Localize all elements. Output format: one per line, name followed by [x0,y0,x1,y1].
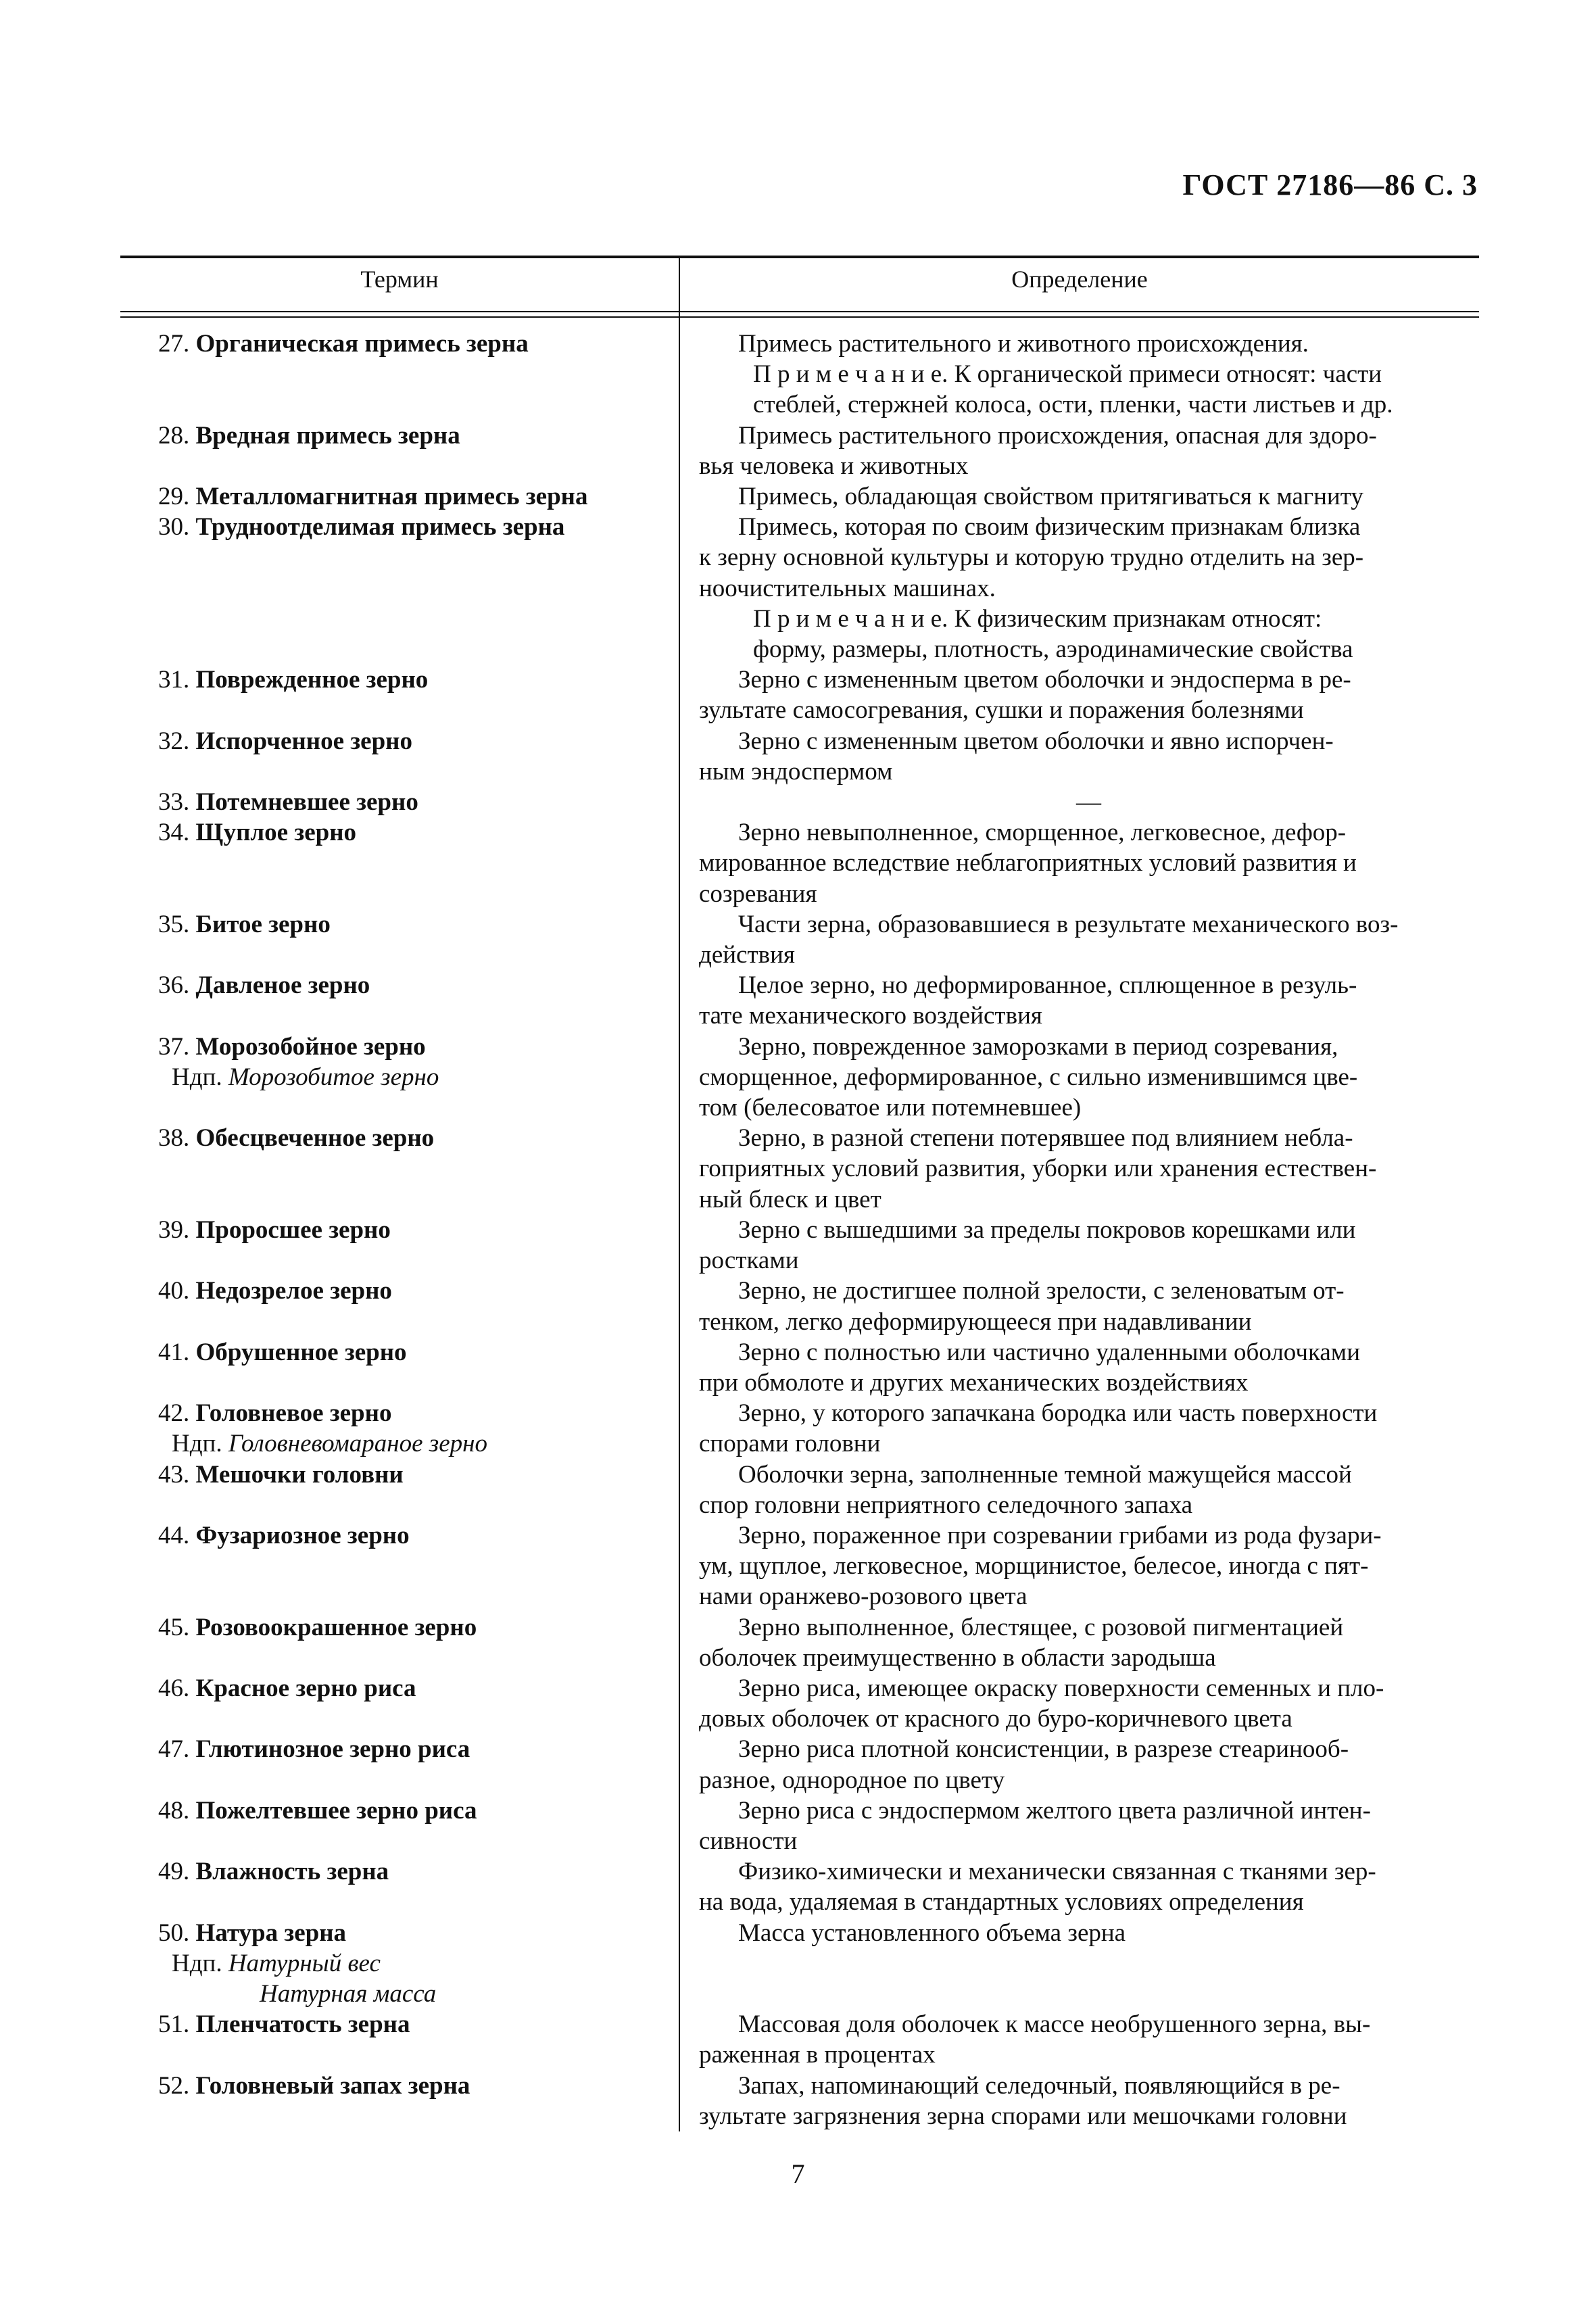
term-name: Потемневшее зерно [195,788,418,817]
term-cell [120,420,679,481]
term-name: Морозобойное зерно [195,1032,426,1061]
definition-cell [679,909,1478,970]
definition-line: созревания [699,879,817,908]
term-number: 43. [158,1460,190,1489]
definition-line: гоприятных условий развития, уборки или хранения естествен- [699,1155,1377,1183]
term-number: 41. [158,1338,190,1366]
term-name: Влажность зерна [195,1858,389,1886]
term-number: 31. [158,666,190,694]
definition-cell [679,1459,1478,1520]
term-number: 27. [158,330,190,358]
definition-cell [679,420,1478,481]
definition-line: раженная в процентах [699,2041,936,2069]
table-row [120,512,1479,665]
terms-table [120,256,1479,2131]
ndp-label: Ндп. [172,1063,222,1091]
term-cell [120,329,679,420]
table-row [120,481,1479,512]
term-name: Щуплое зерно [195,819,357,847]
term-name: Головневое зерно [195,1399,392,1428]
term-number: 28. [158,421,190,450]
definition-line: Примесь, обладающая свойством притягиваться к магниту [738,483,1363,511]
term-cell [120,1673,679,1734]
definition-cell [679,726,1478,787]
term-cell [120,970,679,1031]
term-number: 29. [158,483,190,511]
definition-line: Зерно выполненное, блестящее, с розовой пигментацией [738,1613,1344,1641]
term-cell [120,817,679,909]
document-header: ГОСТ 27186—86 С. 3 [1182,168,1478,201]
term-number: 35. [158,910,190,938]
header-double-rule [120,311,1479,318]
definition-line: сивности [699,1827,798,1855]
table-body [120,329,1479,2131]
definition-line: Зерно с вышедшими за пределы покровов корешками или [738,1215,1356,1244]
definition-line: Зерно, не достигшее полной зрелости, с зеленоватым от- [738,1277,1345,1305]
ndp-label: Ндп. [172,1949,222,1977]
definition-line: зультате загрязнения зерна спорами или мешочками головни [699,2102,1347,2130]
non-recommended-term: Морозобитое зерно [228,1063,439,1091]
definition-line: мированное вследствие неблагоприятных условий развития и [699,849,1357,877]
definition-cell [679,512,1478,665]
term-number: 52. [158,2071,190,2100]
definition-cell [679,1795,1478,1856]
term-number: 45. [158,1613,190,1641]
definition-cell [679,1032,1478,1124]
term-cell [120,726,679,787]
term-name: Пленчатость зерна [195,2010,410,2039]
term-number: 42. [158,1399,190,1428]
table-row [120,1856,1479,1917]
definition-cell [679,1918,1478,2010]
term-name: Розовоокрашенное зерно [195,1613,477,1641]
page-number: 7 [791,2158,805,2189]
definition-cell [679,817,1478,909]
column-header-term: Термин [360,266,439,293]
non-recommended-term: Натурный вес [228,1949,381,1977]
table-top-rule [120,256,1479,258]
term-name: Поврежденное зерно [195,666,429,694]
definition-line: вья человека и животных [699,452,969,480]
term-cell [120,1459,679,1520]
definition-line: Примесь растительного происхождения, опасная для здоро- [738,421,1377,450]
table-row [120,2009,1479,2070]
term-cell [120,1520,679,1612]
term-cell [120,1215,679,1276]
definition-line: спор головни неприятного селедочного запаха [699,1491,1193,1519]
table-row [120,1520,1479,1612]
definition-line: ный блеск и цвет [699,1185,881,1213]
table-row [120,1673,1479,1734]
definition-line: Зерно, в разной степени потерявшее под влиянием небла- [738,1124,1353,1153]
definition-cell [679,2009,1478,2070]
definition-line: на вода, удаляемая в стандартных условиях определения [699,1888,1304,1916]
definition-cell [679,665,1478,725]
definition-line: Зерно, у которого запачкана бородка или часть поверхности [738,1399,1378,1428]
definition-line: Оболочки зерна, заполненные темной мажущейся массой [738,1460,1352,1489]
table-row [120,2071,1479,2131]
term-cell [120,1398,679,1459]
term-name: Битое зерно [195,910,331,938]
term-name: Мешочки головни [195,1460,404,1489]
term-name: Обесцвеченное зерно [195,1124,435,1153]
definition-line: ноочистительных машинах. [699,574,996,602]
term-cell [120,512,679,665]
definition-line: оболочек преимущественно в области зародыша [699,1643,1216,1672]
term-number: 50. [158,1919,190,1947]
definition-cell [679,1276,1478,1336]
term-cell [120,1734,679,1795]
term-number: 38. [158,1124,190,1153]
table-row [120,1459,1479,1520]
definition-line: ростками [699,1247,799,1275]
definition-line: Запах, напоминающий селедочный, появляющийся в ре- [738,2071,1340,2100]
term-number: 49. [158,1858,190,1886]
term-cell [120,2009,679,2070]
definition-line: действия [699,941,795,969]
definition-line: том (белесоватое или потемневшее) [699,1094,1082,1122]
definition-line: Примесь растительного и животного происхождения. [738,330,1309,358]
definition-line: тенком, легко деформирующееся при надавливании [699,1307,1252,1336]
definition-line: сморщенное, деформированное, с сильно изменившимся цве- [699,1063,1358,1091]
term-cell [120,1032,679,1124]
term-number: 32. [158,727,190,755]
term-number: 40. [158,1277,190,1305]
term-name: Металломагнитная примесь зерна [195,483,588,511]
term-name: Головневый запах зерна [195,2071,470,2100]
term-number: 30. [158,513,190,541]
definition-cell [679,1673,1478,1734]
definition-line: Зерно риса с эндоспермом желтого цвета различной интен- [738,1796,1371,1825]
table-row [120,1734,1479,1795]
table-row [120,665,1479,725]
definition-cell [679,1734,1478,1795]
definition-line: Примесь, которая по своим физическим признакам близка [738,513,1361,541]
ndp-label: Ндп. [172,1430,222,1458]
definition-cell [679,1337,1478,1398]
definition-line: Целое зерно, но деформированное, сплющенное в резуль- [738,971,1357,1000]
definition-line: Зерно риса, имеющее окраску поверхности семенных и пло- [738,1674,1384,1702]
term-cell [120,1795,679,1856]
definition-line: ным эндоспермом [699,757,893,786]
definition-line: Зерно с измененным цветом оболочки и эндосперма в ре- [738,666,1351,694]
term-name: Натура зерна [195,1919,347,1947]
definition-line: П р и м е ч а н и е. К физическим признакам относят: [753,604,1322,633]
definition-line: разное, однородное по цвету [699,1766,1005,1794]
definition-cell [679,970,1478,1031]
term-name: Давленое зерно [195,971,370,1000]
term-cell [120,481,679,512]
definition-cell [679,1398,1478,1459]
definition-line: — [1076,788,1101,817]
definition-line: П р и м е ч а н и е. К органической примеси относят: части [753,360,1382,389]
term-number: 51. [158,2010,190,2039]
table-row [120,787,1479,817]
term-cell [120,1123,679,1215]
term-name: Испорченное зерно [195,727,412,755]
term-number: 37. [158,1032,190,1061]
term-name: Пожелтевшее зерно риса [195,1796,477,1825]
term-name: Органическая примесь зерна [195,330,529,358]
term-number: 33. [158,788,190,817]
definition-cell [679,787,1478,817]
non-recommended-term: Натурная масса [260,1979,437,2008]
definition-line: Зерно, поврежденное заморозками в период созревания, [738,1032,1338,1061]
definition-line: ум, щуплое, легковесное, морщинистое, белесое, иногда с пят- [699,1552,1369,1581]
definition-line: при обмолоте и других механических воздействиях [699,1368,1249,1397]
term-name: Недозрелое зерно [195,1277,392,1305]
term-cell [120,787,679,817]
term-cell [120,1856,679,1917]
definition-line: Зерно риса плотной консистенции, в разрезе стеаринооб- [738,1735,1349,1764]
term-number: 34. [158,819,190,847]
term-number: 39. [158,1215,190,1244]
definition-line: Зерно с полностью или частично удаленными оболочками [738,1338,1360,1366]
table-row [120,329,1479,420]
table-row [120,970,1479,1031]
table-row [120,1337,1479,1398]
term-cell [120,1918,679,2010]
definition-cell [679,1856,1478,1917]
definition-line: к зерну основной культуры и которую трудно отделить на зер- [699,544,1364,572]
term-cell [120,1337,679,1398]
table-row [120,1215,1479,1276]
term-name: Фузариозное зерно [195,1521,410,1549]
definition-line: Части зерна, образовавшиеся в результате механического воз- [738,910,1399,938]
term-cell [120,665,679,725]
term-number: 44. [158,1521,190,1549]
term-cell [120,1612,679,1673]
definition-cell [679,329,1478,420]
term-cell [120,909,679,970]
table-row [120,1612,1479,1673]
table-row [120,1795,1479,1856]
term-cell [120,1276,679,1336]
table-row [120,1276,1479,1336]
table-row [120,1918,1479,2010]
column-header-definition: Определение [1011,266,1148,293]
term-cell [120,2071,679,2131]
non-recommended-term: Головневомараное зерно [228,1430,488,1458]
definition-cell [679,1612,1478,1673]
definition-cell [679,2071,1478,2131]
term-name: Вредная примесь зерна [195,421,460,450]
definition-line: Массовая доля оболочек к массе необрушенного зерна, вы- [738,2010,1371,2039]
definition-line: спорами головни [699,1430,881,1458]
table-row [120,1398,1479,1459]
table-row [120,817,1479,909]
term-number: 48. [158,1796,190,1825]
definition-cell [679,1123,1478,1215]
term-name: Обрушенное зерно [195,1338,407,1366]
definition-line: Физико-химически и механически связанная с тканями зер- [738,1858,1376,1886]
definition-cell [679,481,1478,512]
definition-line: стеблей, стержней колоса, ости, пленки, части листьев и др. [753,391,1393,419]
term-name: Проросшее зерно [195,1215,391,1244]
term-name: Красное зерно риса [195,1674,416,1702]
term-name: Глютинозное зерно риса [195,1735,470,1764]
term-number: 36. [158,971,190,1000]
term-number: 47. [158,1735,190,1764]
definition-line: Зерно, пораженное при созревании грибами из рода фузари- [738,1521,1382,1549]
definition-line: Зерно невыполненное, сморщенное, легковесное, дефор- [738,819,1347,847]
definition-line: Зерно с измененным цветом оболочки и явно испорчен- [738,727,1334,755]
definition-line: зультате самосогревания, сушки и поражения болезнями [699,696,1304,725]
table-row [120,420,1479,481]
definition-cell [679,1215,1478,1276]
term-name: Трудноотделимая примесь зерна [195,513,565,541]
term-number: 46. [158,1674,190,1702]
table-row [120,909,1479,970]
definition-cell [679,1520,1478,1612]
definition-line: Масса установленного объема зерна [738,1919,1126,1947]
table-row [120,726,1479,787]
definition-line: нами оранжево-розового цвета [699,1583,1027,1611]
definition-line: довых оболочек от красного до буро-коричневого цвета [699,1705,1292,1733]
definition-line: тате механического воздействия [699,1002,1042,1030]
table-row [120,1032,1479,1124]
definition-line: форму, размеры, плотность, аэродинамические свойства [753,635,1353,664]
table-row [120,1123,1479,1215]
